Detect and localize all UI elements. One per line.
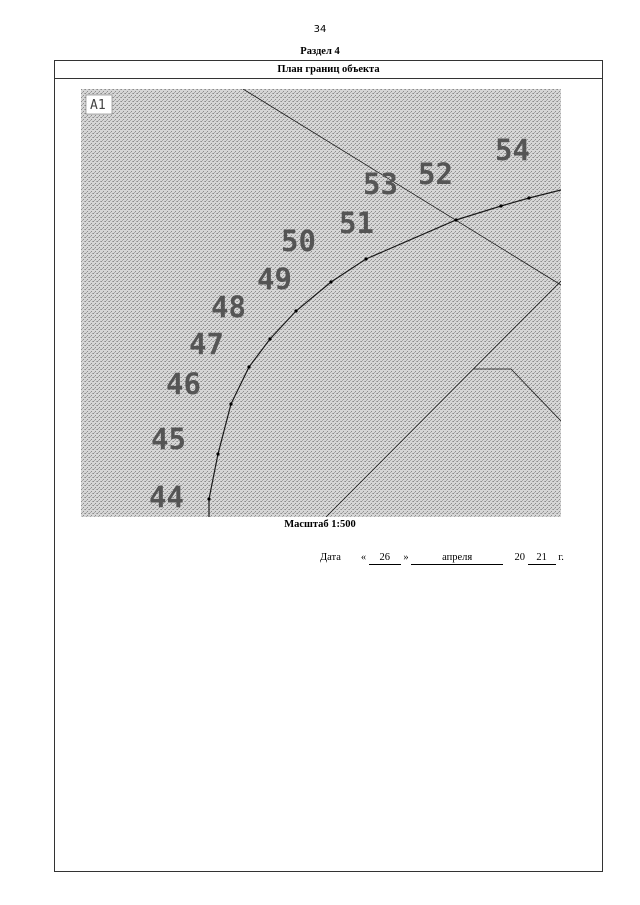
point-marker bbox=[216, 452, 219, 455]
point-marker bbox=[364, 257, 367, 260]
date-prefix: Дата bbox=[320, 552, 341, 563]
point-marker bbox=[454, 218, 457, 221]
point-label-45: 45 bbox=[151, 422, 186, 456]
boundary-map-drawing bbox=[81, 89, 561, 517]
point-label-51: 51 bbox=[339, 206, 374, 240]
point-label-46: 46 bbox=[166, 367, 201, 401]
date-close-quote: » bbox=[403, 552, 409, 563]
point-marker bbox=[527, 196, 530, 199]
point-label-52: 52 bbox=[418, 157, 453, 191]
section-title: Раздел 4 bbox=[300, 46, 340, 57]
date-year: 21 bbox=[528, 552, 556, 565]
point-label-48: 48 bbox=[211, 290, 246, 324]
scale-label: Масштаб 1:500 bbox=[284, 519, 356, 530]
point-label-53: 53 bbox=[363, 167, 398, 201]
point-label-47: 47 bbox=[189, 327, 224, 361]
date-day: 26 bbox=[369, 552, 401, 565]
point-marker bbox=[229, 402, 232, 405]
date-month: апреля bbox=[411, 552, 503, 565]
date-line bbox=[320, 552, 564, 565]
point-marker bbox=[294, 309, 297, 312]
sheet-label: А1 bbox=[90, 98, 106, 113]
point-label-50: 50 bbox=[281, 224, 316, 258]
point-label-44: 44 bbox=[149, 480, 184, 514]
date-suffix: г. bbox=[558, 552, 564, 563]
date-century: 20 bbox=[514, 552, 525, 563]
plan-title: План границ объекта bbox=[55, 61, 602, 79]
point-marker bbox=[499, 204, 502, 207]
point-label-54: 54 bbox=[495, 133, 530, 167]
point-marker bbox=[329, 280, 332, 283]
point-marker bbox=[207, 497, 210, 500]
date-open-quote: « bbox=[360, 552, 367, 563]
page-number: 34 bbox=[313, 24, 327, 35]
point-marker bbox=[268, 337, 271, 340]
point-marker bbox=[247, 365, 250, 368]
point-label-49: 49 bbox=[257, 262, 292, 296]
boundary-map bbox=[81, 89, 561, 517]
